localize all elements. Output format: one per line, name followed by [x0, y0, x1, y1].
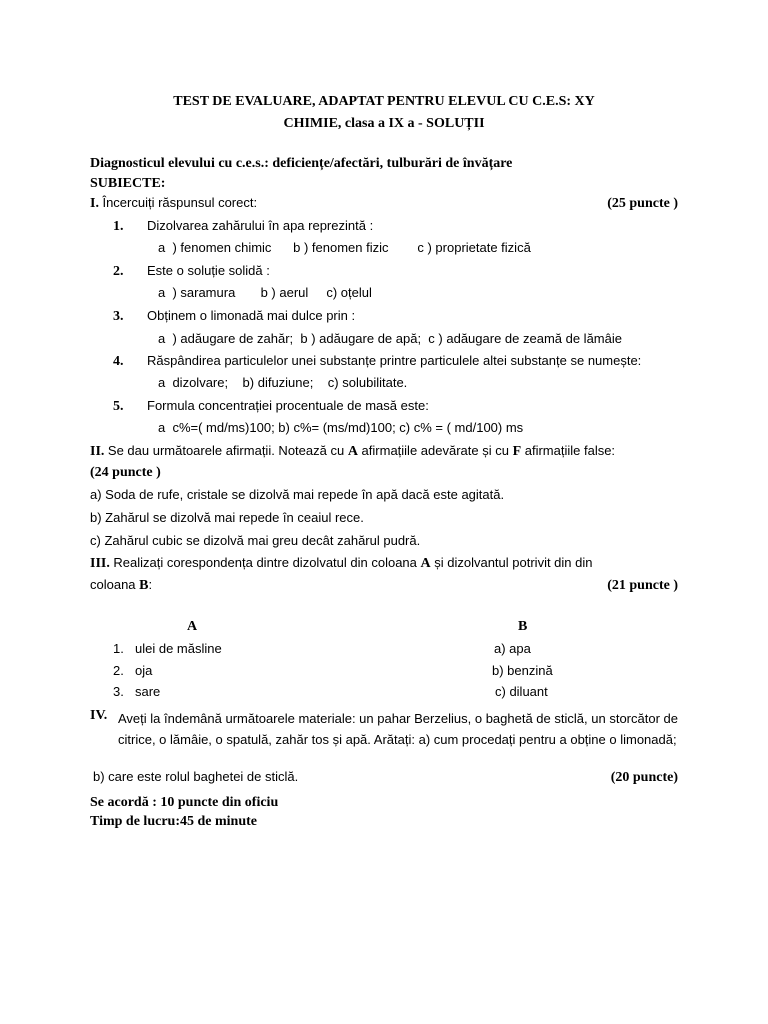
- section2-points: (24 puncte ): [90, 465, 161, 480]
- question-text: Este o soluție solidă :: [147, 263, 270, 278]
- statement-item: a) Soda de rufe, cristale se dizolvă mai repede în apă dacă este agitată.: [90, 487, 505, 502]
- question-text: Formula concentrației procentuale de masă este:: [147, 398, 429, 413]
- statement-item: b) Zahărul se dizolvă mai repede în ceaiul rece.: [90, 510, 364, 525]
- page-title: TEST DE EVALUARE, ADAPTAT PENTRU ELEVUL CU C.E.S: XY: [173, 94, 595, 109]
- answer-options: a ) saramura b ) aerul c) oțelul: [158, 285, 372, 300]
- question-text: Dizolvarea zahărului în apa reprezintă :: [147, 218, 374, 233]
- question-text: Răspândirea particulelor unei substanțe printre particulele altei substanțe se numește:: [147, 353, 642, 368]
- section1-points: (25 puncte ): [607, 196, 678, 211]
- answer-options: a c%=( md/ms)100; b) c%= (ms/md)100; c) c% = ( md/100) ms: [158, 420, 524, 435]
- answer-options: a ) fenomen chimic b ) fenomen fizic c ) proprietate fizică: [158, 240, 531, 255]
- column-b-item: b) benzină: [492, 663, 553, 678]
- question-text: Obținem o limonadă mai dulce prin :: [147, 308, 356, 323]
- statement-item: c) Zahărul cubic se dizolvă mai greu decât zahărul pudră.: [90, 533, 421, 548]
- section4-text: Aveți la îndemână următoarele materiale: un pahar Berzelius, o baghetă de sticlă, un storcător de citrice, o lămâie, o spatulă, zahăr tos și apă. Arătați: a) cum procedați pentru a obține o limonadă;: [118, 711, 678, 747]
- section2-header: II. Se dau următoarele afirmații. Notează cu A afirmațiile adevărate și cu F afirmațiile false:: [90, 443, 616, 459]
- section4-part-b: b) care este rolul baghetei de sticlă.: [93, 769, 299, 784]
- section1-header: I. Încercuiți răspunsul corect:: [90, 195, 258, 211]
- answer-options: a dizolvare; b) difuziune; c) solubilitate.: [158, 375, 408, 390]
- section4-number: IV.: [90, 708, 108, 723]
- section4-points: (20 puncte): [610, 770, 678, 785]
- column-b-item: c) diluant: [495, 684, 548, 699]
- diagnostic-line: Diagnosticul elevului cu c.e.s.: deficiențe/afectări, tulburări de învățare: [90, 156, 513, 171]
- section3-points: (21 puncte ): [607, 578, 678, 593]
- column-a-header: A: [187, 619, 198, 634]
- page-subtitle: CHIMIE, clasa a IX a - SOLUȚII: [283, 116, 485, 131]
- section3-line2: coloana B:: [90, 577, 153, 593]
- answer-options: a ) adăugare de zahăr; b ) adăugare de apă; c ) adăugare de zeamă de lămâie: [158, 331, 622, 346]
- column-b-item: a) apa: [494, 641, 531, 656]
- section3-line1: III. Realizați corespondența dintre dizolvatul din coloana A și dizolvantul potrivit din din: [90, 555, 593, 571]
- column-b-header: B: [518, 619, 528, 634]
- oficiu-line: Se acordă : 10 puncte din oficiu: [90, 795, 279, 810]
- test-page: TEST DE EVALUARE, ADAPTAT PENTRU ELEVUL CU C.E.S: XY CHIMIE, clasa a IX a - SOLUȚII Diagnosticul elevului cu c.e.s.: deficiențe/afectări, tulburări de învățare SUBIECTE: I. Încercuiți răspunsul corect: (25 puncte ) 1. Dizolvarea zahărului în apa reprezintă : a ) fenomen chimic b ) fenomen fizic c ) proprietate fizică 2. Este o soluție solidă : a ) saramura b ) aerul c) oțelul 3. Obținem o limonadă mai dulce prin : a ) adăugare de zahăr; b ) adăugare de apă; c ) adăugare de zeamă de lămâie 4. Răspândirea particulelor unei substanțe printre particulele altei substanțe se numește: a dizolvare; b) difuziune; c) solubilitate. 5. Formula concentrației procentuale de masă este: a c%=( md/ms)100; b) c%= (ms/md)100; c) c% = ( md/100) ms II. Se dau următoarele afirmații. Notează cu A afirmațiile adevărate și cu F afirmațiile false: (24 puncte ) a) Soda de rufe, cristale se dizolvă mai repede în apă dacă este agitată. b) Zahărul se dizolvă mai repede în ceaiul rece. c) Zahărul cubic se dizolvă mai greu decât zahărul pudră. III. Realizați corespondența dintre dizolvatul din coloana A și dizolvantul potrivit din din coloana B: (21 puncte ) A B 1. ulei de măsline 2. oja 3. sare a) apa b) benzină c) diluant IV. Aveți la îndemână următoarele materiale: un pahar Berzelius, o baghetă de sticlă, un storcător de citrice, o lămâie, o spatulă, zahăr tos și apă. Arătați: a) cum procedați pentru a obține o limonadă; b) care este rolul baghetei de sticlă. (20 puncte) Se acordă : 10 puncte din oficiu Timp de lucru:45 de minute: [0, 0, 768, 1024]
- time-line: Timp de lucru:45 de minute: [90, 814, 257, 829]
- subjects-heading: SUBIECTE:: [90, 176, 166, 191]
